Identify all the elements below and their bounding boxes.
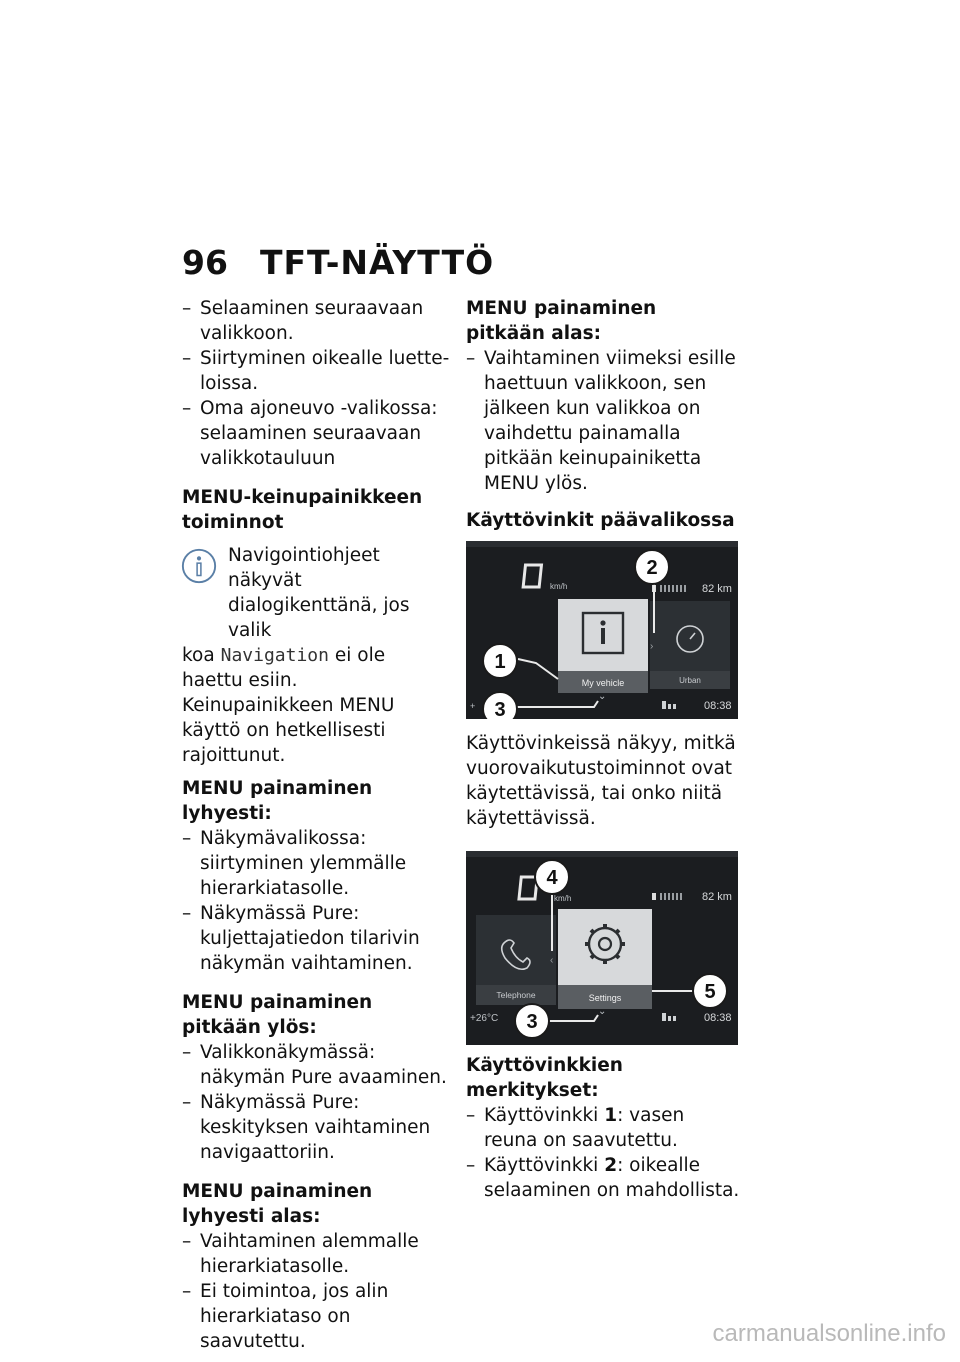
tft-screen-1-svg	[466, 541, 738, 719]
right-column	[466, 296, 740, 1203]
left-column	[182, 296, 450, 1354]
page-header	[182, 243, 494, 282]
code-navigation: Navigation	[220, 645, 329, 666]
note-rest: ei ole haettu esiin. Keinupainikkeen MENU käyttö on hetkellisesti rajoittunut.	[182, 645, 395, 766]
list-item: – Näkymässä Pure: keskityksen vaihtaminen navigaattoriin.	[182, 1090, 450, 1165]
callout-number: 1	[494, 651, 506, 673]
callout-number: 3	[494, 699, 506, 719]
chevron-left-icon: ‹	[550, 955, 554, 966]
list-item: – Valikkonäkymässä: näkymän Pure avaaminen.	[182, 1040, 450, 1090]
list-item: – Vaihtaminen viimeksi esille haettuun valikkoon, sen jälkeen kun valikkoa on vaihdettu painamalla pitkään keinupainiketta MENU ylös.	[466, 346, 740, 496]
speed-unit: km/h	[554, 894, 572, 903]
fuel-icon	[652, 893, 656, 900]
list-item: – Näkymävalikossa: siirtyminen ylemmälle hierarkiatasolle.	[182, 826, 450, 901]
note-text-line: Navigointiohjeet näkyvät	[228, 545, 380, 591]
callout-number: 5	[704, 981, 716, 1003]
tft-screenshot-1	[466, 541, 738, 719]
speed-unit: km/h	[550, 582, 568, 591]
meaning-pre: Käyttövinkki	[484, 1155, 605, 1176]
section-heading-long-up: MENU painaminen pitkään ylös:	[182, 992, 373, 1038]
list-item: – Oma ajoneuvo -valikossa: selaaminen seuraavaan valikkotauluun	[182, 396, 450, 471]
meaning-post: : vasen reuna on saavutettu.	[484, 1105, 685, 1151]
watermark: carmanualsonline.info	[712, 1320, 946, 1347]
note-koa: koa	[182, 645, 215, 666]
section-heading-long-down: MENU painaminen pitkään alas:	[466, 298, 657, 344]
page-number: 96	[182, 243, 228, 282]
range-readout: 82 km	[702, 583, 732, 595]
range-readout: 82 km	[702, 891, 732, 903]
plus-icon: +	[470, 701, 476, 711]
meaning-pre: Käyttövinkki	[484, 1105, 605, 1126]
card-center-label: Settings	[588, 993, 622, 1003]
callout-number: 4	[546, 867, 558, 889]
section-heading-meanings: Käyttövinkkien merkitykset:	[466, 1055, 623, 1101]
section-heading-hints: Käyttövinkit päävalikossa	[466, 510, 735, 531]
callout-number: 3	[526, 1011, 538, 1033]
list-item	[466, 1153, 740, 1203]
clock-readout: 08:38	[704, 700, 732, 712]
note-text-line: dialogikenttänä, jos valik	[228, 595, 410, 641]
list-item: – Ei toimintoa, jos alin hierarkiataso on saavutettu.	[182, 1279, 450, 1354]
callout-number: 2	[646, 557, 658, 579]
list-item: – Vaihtaminen alemmalle hierarkiatasolle.	[182, 1229, 450, 1279]
hints-text: Käyttövinkeissä näkyy, mitkä vuorovaikutustoiminnot ovat käytettävissä, tai onko niitä käytettävissä.	[466, 733, 736, 829]
section-heading-short-up: MENU painaminen lyhyesti:	[182, 778, 373, 824]
chevron-down-icon: ⌄	[598, 691, 607, 702]
note-text	[182, 643, 450, 768]
list-item: – Näkymässä Pure: kuljettajatiedon tilarivin näkymän vaihtaminen.	[182, 901, 450, 976]
meaning-post: : oikealle selaaminen on mahdollista.	[484, 1155, 740, 1201]
meaning-number: 1	[604, 1105, 618, 1126]
card-right-label: Urban	[679, 676, 701, 685]
page-title: TFT-NÄYTTÖ	[260, 243, 495, 282]
meaning-number: 2	[604, 1155, 618, 1176]
list-item: – Selaaminen seuraavaan valikkoon.	[182, 296, 450, 346]
info-icon	[180, 547, 218, 585]
clock-readout: 08:38	[704, 1012, 732, 1024]
list-item: – Siirtyminen oikealle luetteloissa.	[182, 346, 450, 396]
tft-screen-2-svg	[466, 851, 738, 1045]
chevron-down-icon: ⌄	[598, 1006, 607, 1017]
card-center-label: My vehicle	[581, 678, 625, 688]
section-heading-menu: MENU-keinupainikkeen toiminnot	[182, 487, 423, 533]
note-block	[182, 543, 450, 768]
tft-screenshot-2	[466, 851, 738, 1045]
card-left-label: Telephone	[496, 990, 536, 1000]
list-item	[466, 1103, 740, 1153]
section-heading-short-down: MENU painaminen lyhyesti alas:	[182, 1181, 373, 1227]
temperature-readout: +26°C	[470, 1013, 499, 1024]
chevron-right-icon: ›	[650, 641, 654, 652]
